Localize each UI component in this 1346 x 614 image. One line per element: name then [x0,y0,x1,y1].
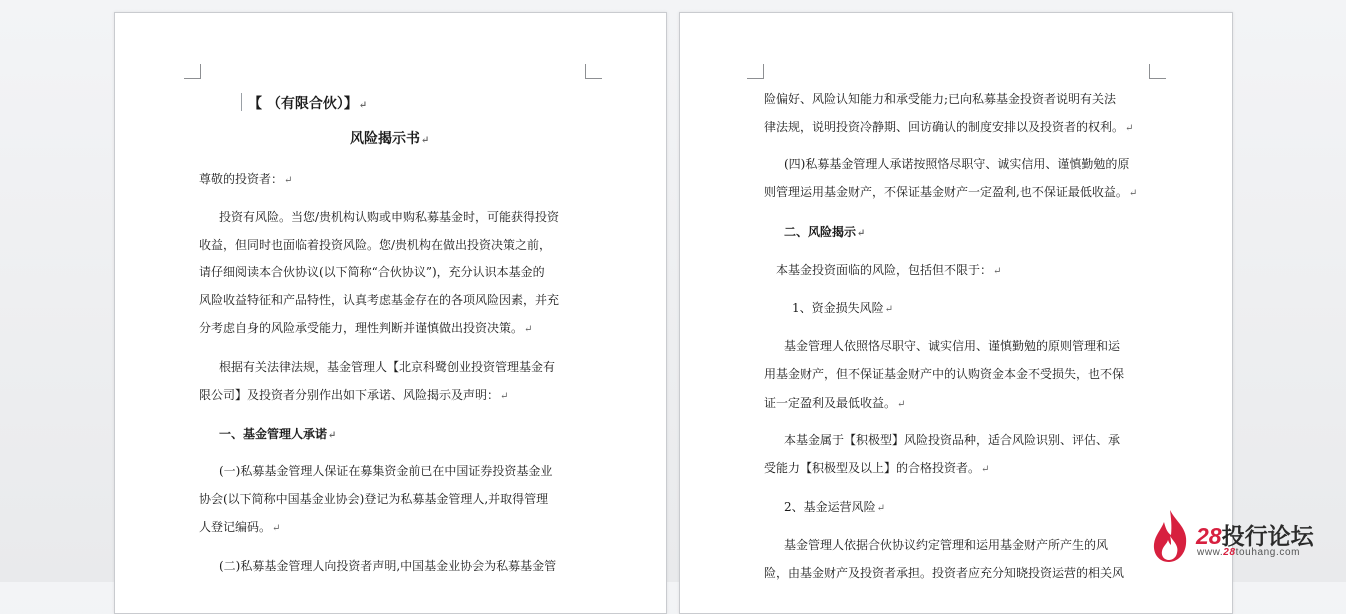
text-cursor [241,93,242,111]
text-line[interactable]: 律法规，说明投资冷静期、回访确认的制度安排以及投资者的权利。↵ [764,120,1134,134]
text-line[interactable]: 2、基金运营风险↵ [784,500,886,514]
text-line[interactable]: 分考虑自身的风险承受能力，理性判断并谨慎做出投资决策。↵ [199,321,533,335]
text-line[interactable]: 险，由基金财产及投资者承担。投资者应充分知晓投资运营的相关风 [764,566,1125,580]
text-line[interactable]: 投资有风险。当您/贵机构认购或申购私募基金时，可能获得投资 [219,210,560,224]
section-heading[interactable]: 一、基金管理人承诺↵ [219,427,337,441]
text-line[interactable]: 则管理运用基金财产，不保证基金财产一定盈利,也不保证最低收益。↵ [764,185,1138,199]
margin-corner-top-left [747,64,764,79]
text-line[interactable]: 根据有关法律法规，基金管理人【北京科鹭创业投资管理基金有 [219,360,556,374]
document-subtitle[interactable]: 风险揭示书↵ [350,131,430,147]
text-line[interactable]: 基金管理人依据合伙协议约定管理和运用基金财产所产生的风 [784,538,1109,552]
text-line[interactable]: 证一定盈利及最低收益。↵ [764,396,906,410]
document-page-1 [114,12,667,614]
text-line[interactable]: 1、资金损失风险↵ [792,301,894,315]
flame-logo-icon [1150,508,1190,564]
section-heading[interactable]: 二、风险揭示↵ [784,225,866,239]
text-line[interactable]: 本基金属于【积极型】风险投资品种，适合风险识别、评估、承 [784,433,1121,447]
text-line[interactable]: 人登记编码。↵ [199,520,281,534]
text-line[interactable]: 用基金财产，但不保证基金财产中的认购资金本金不受损失，也不保 [764,367,1125,381]
text-line[interactable]: (二)私募基金管理人向投资者声明,中国基金业协会为私募基金管 [219,559,557,573]
site-watermark-logo [1150,506,1340,570]
text-line[interactable]: 受能力【积极型及以上】的合格投资者。↵ [764,461,990,475]
text-line[interactable]: 请仔细阅读本合伙协议(以下简称“合伙协议”)，充分认识本基金的 [199,265,545,279]
document-title[interactable]: 【 （有限合伙）】↵ [248,96,368,112]
text-line[interactable]: 尊敬的投资者：↵ [199,172,293,186]
logo-url: www.28touhang.com [1197,547,1301,558]
text-line[interactable]: (四)私募基金管理人承诺按照恪尽职守、诚实信用、谨慎勤勉的原 [784,157,1130,171]
margin-corner-top-right [585,64,602,79]
text-line[interactable]: 协会(以下简称中国基金业协会)登记为私募基金管理人,并取得管理 [199,492,549,506]
text-line[interactable]: 本基金投资面临的风险，包括但不限于：↵ [776,263,1002,277]
text-line[interactable]: 风险收益特征和产品特性，认真考虑基金存在的各项风险因素，并充 [199,293,560,307]
text-line[interactable]: (一)私募基金管理人保证在募集资金前已在中国证券投资基金业 [219,464,553,478]
logo-name: 28投行论坛 [1196,523,1314,549]
margin-corner-top-right [1149,64,1166,79]
text-line[interactable]: 收益，但同时也面临着投资风险。您/贵机构在做出投资决策之前， [199,238,552,252]
margin-corner-top-left [184,64,201,79]
text-line[interactable]: 基金管理人依照恪尽职守、诚实信用、谨慎勤勉的原则管理和运 [784,339,1121,353]
text-line[interactable]: 限公司】及投资者分别作出如下承诺、风险揭示及声明：↵ [199,388,509,402]
text-line[interactable]: 险偏好、风险认知能力和承受能力;已向私募基金投资者说明有关法 [764,92,1117,106]
